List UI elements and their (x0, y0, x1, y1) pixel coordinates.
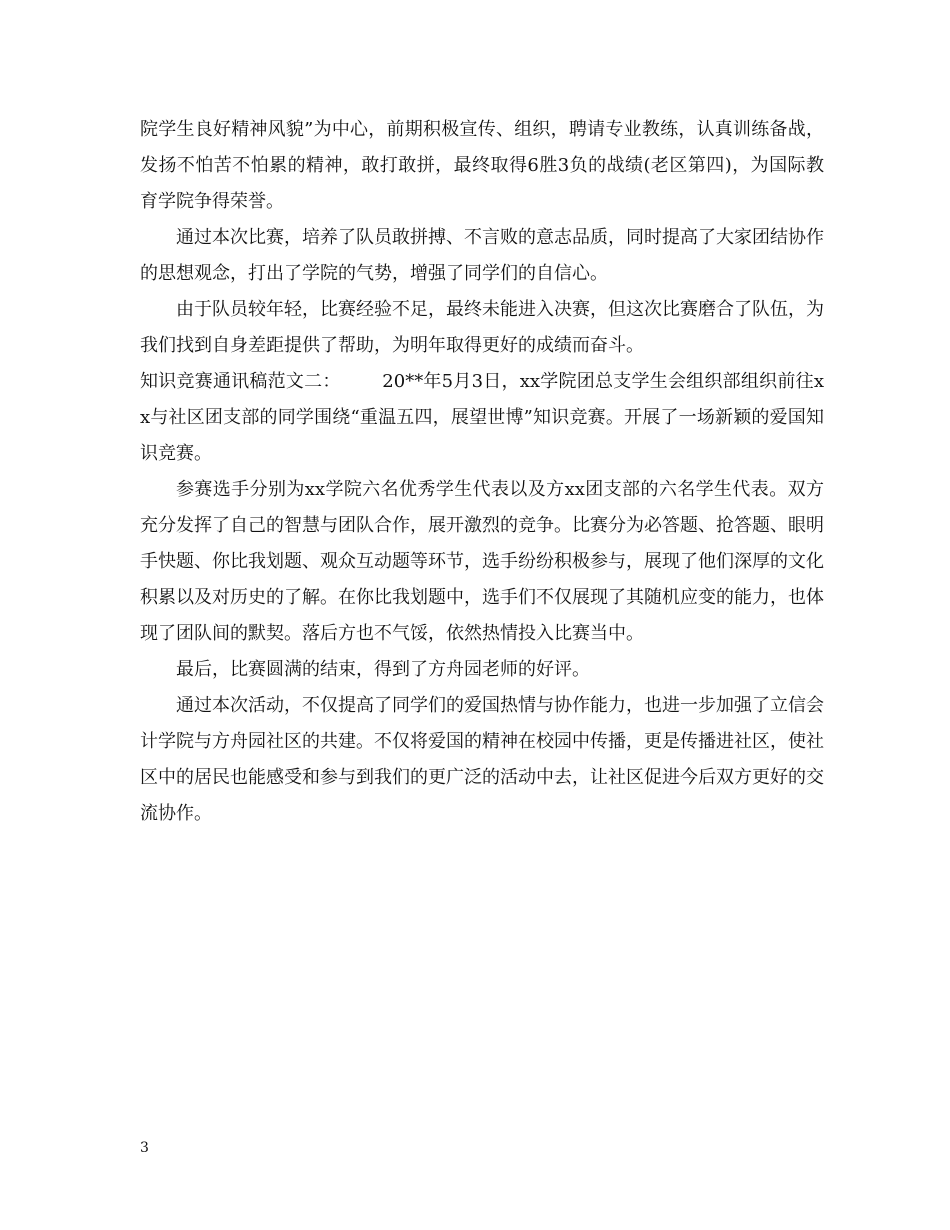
document-body (140, 112, 824, 832)
section-paragraph (140, 364, 824, 472)
section-heading: 知识竞赛通讯稿范文二： (140, 371, 341, 392)
page-number: 3 (140, 1140, 149, 1156)
section-intro: 20**年5月3日，xx学院团总支学生会组织部组织前往xx与社区团支部的同学围绕“重温五四，展望世博”知识竞赛。开展了一场新颖的爱国知识竞赛。 (140, 371, 824, 464)
paragraph-2: 通过本次比赛，培养了队员敢拼搏、不言败的意志品质，同时提高了大家团结协作的思想观念，打出了学院的气势，增强了同学们的自信心。 (140, 227, 824, 284)
paragraph-7: 通过本次活动，不仅提高了同学们的爱国热情与协作能力，也进一步加强了立信会计学院与方舟园社区的共建。不仅将爱国的精神在校园中传播，更是传播进社区，使社区中的居民也能感受和参与到我们的更广泛的活动中去，让社区促进今后双方更好的交流协作。 (140, 695, 824, 824)
paragraph-1: 院学生良好精神风貌”为中心，前期积极宣传、组织，聘请专业教练，认真训练备战，发扬不怕苦不怕累的精神，敢打敢拼，最终取得6胜3负的战绩(老区第四)，为国际教育学院争得荣誉。 (140, 119, 824, 212)
paragraph-6: 最后，比赛圆满的结束，得到了方舟园老师的好评。 (176, 659, 590, 680)
paragraph-3: 由于队员较年轻，比赛经验不足，最终未能进入决赛，但这次比赛磨合了队伍，为我们找到自身差距提供了帮助，为明年取得更好的成绩而奋斗。 (140, 299, 824, 356)
paragraph-5: 参赛选手分别为xx学院六名优秀学生代表以及方xx团支部的六名学生代表。双方充分发挥了自己的智慧与团队合作，展开激烈的竞争。比赛分为必答题、抢答题、眼明手快题、你比我划题、观众互动题等环节，选手纷纷积极参与，展现了他们深厚的文化积累以及对历史的了解。在你比我划题中，选手们不仅展现了其随机应变的能力，也体现了团队间的默契。落后方也不气馁，依然热情投入比赛当中。 (140, 479, 824, 644)
section-spacer (341, 371, 383, 392)
